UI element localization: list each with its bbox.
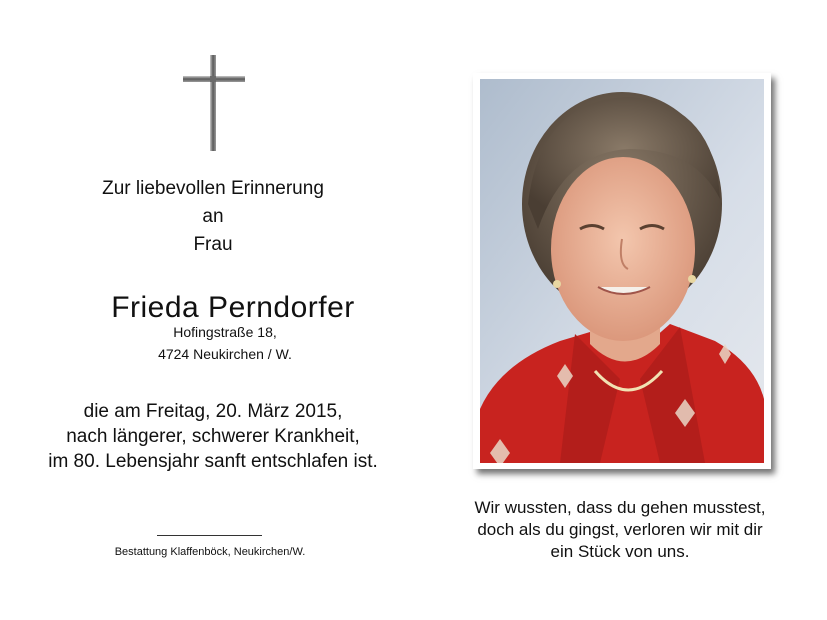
- address-line: 4724 Neukirchen / W.: [158, 346, 292, 362]
- deceased-name: Frieda Perndorfer: [111, 291, 355, 324]
- funeral-home-credit: Bestattung Klaffenböck, Neukirchen/W.: [114, 546, 306, 558]
- quote-line: doch als du gingst, verloren wir mit dir: [477, 520, 763, 539]
- notice-line: im 80. Lebensjahr sanft entschlafen ist.: [48, 451, 378, 472]
- divider: [157, 535, 262, 536]
- address-line: Hofingstraße 18,: [173, 324, 277, 340]
- notice-line: nach längerer, schwerer Krankheit,: [66, 426, 360, 447]
- intro-line: Zur liebevollen Erinnerung: [102, 178, 324, 199]
- quote-line: Wir wussten, dass du gehen musstest,: [474, 498, 766, 517]
- portrait-illustration: [480, 79, 764, 463]
- portrait-frame: [473, 73, 771, 469]
- quote-line: ein Stück von uns.: [550, 542, 690, 561]
- cross-icon: [183, 55, 245, 151]
- intro-line: an: [202, 206, 224, 227]
- portrait-photo: [480, 79, 764, 463]
- notice-line: die am Freitag, 20. März 2015,: [83, 401, 343, 422]
- intro-line: Frau: [193, 234, 233, 255]
